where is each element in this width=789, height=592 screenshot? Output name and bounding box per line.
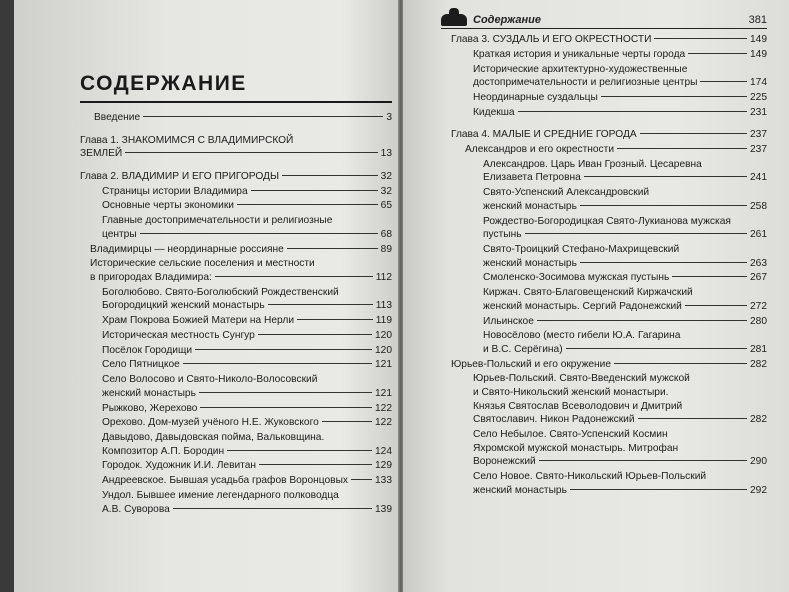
toc-entry-line [465,143,767,157]
leader-line [215,276,373,277]
toc-entry-line [80,147,392,161]
toc-entry [80,314,392,328]
toc-entry-line [102,402,392,416]
toc-page-number: 263 [750,257,767,269]
toc-entry [80,170,392,184]
toc-entry-text: Владимирцы — неординарные россияне [90,243,284,255]
toc-page-number: 133 [375,475,392,487]
toc-entry-text: Страницы истории Владимира [102,185,248,197]
toc-entry [80,373,392,400]
toc-page-number: 231 [750,106,767,118]
page-number: 381 [748,14,767,26]
leader-line [282,175,378,176]
toc-entry-line [483,271,767,285]
leader-line [227,450,372,451]
leader-line [351,479,372,480]
leader-line [287,248,378,249]
leader-line [672,276,747,277]
toc-entry-line [102,185,392,199]
toc-entry-line [473,48,767,62]
toc-entry-line [473,106,767,120]
toc-entry-line [451,358,767,372]
toc-list-right [451,33,767,497]
toc-entry-line [102,329,392,343]
toc-page-number: 149 [750,48,767,60]
toc-page-number: 68 [380,228,392,240]
toc-entry-text: Яхромской мужской монастырь. Митрофан [473,442,679,454]
toc-entry [451,372,767,426]
toc-entry [451,315,767,329]
leader-line [570,489,747,490]
toc-entry-text: Ильинское [483,315,534,327]
toc-entry-text: Александров и его окрестности [465,144,615,156]
toc-entry [80,111,392,125]
toc-entry [451,48,767,62]
left-page [14,0,400,592]
toc-entry [451,286,767,313]
toc-entry-line [483,171,767,185]
toc-entry-line [80,170,392,184]
toc-entry-line [102,344,392,358]
leader-line [638,418,747,419]
toc-entry-line [473,91,767,105]
toc-entry [80,431,392,458]
toc-entry-text: Давыдово, Давыдовская пойма, Вальковщина. [102,432,325,444]
leader-line [237,204,378,205]
toc-entry-line [90,243,392,257]
running-header-label: Содержание [473,14,541,26]
leader-line [537,320,747,321]
toc-page-number: 113 [375,300,392,312]
toc-entry-text: Село Небылое. Свято-Успенский Космин [473,429,668,441]
running-header [441,0,767,29]
toc-entry-text: в пригородах Владимира: [90,271,212,283]
toc-page-number: 122 [375,417,392,429]
toc-entry-text: Князья Святослав Всеволодович и Дмитрий [473,400,683,412]
toc-entry-text: Рождество-Богородицкая Свято-Лукианова мужская [483,215,731,227]
toc-page-number: 237 [750,129,767,141]
toc-entry [80,199,392,213]
toc-entry [80,416,392,430]
toc-entry [451,106,767,120]
leader-line [200,407,372,408]
header-ornament-icon [441,14,467,26]
leader-line [297,319,373,320]
toc-entry-line [102,416,392,430]
toc-entry-line [102,387,392,401]
toc-entry-text: Смоленско-Зосимова мужская пустынь [483,272,670,284]
leader-line [685,305,747,306]
toc-entry-text: Новосёлово (место гибели Ю.А. Гагарина [483,330,681,342]
toc-entry-text: Село Новое. Свято-Никольский Юрьев-Польский [473,471,707,482]
toc-entry [451,215,767,242]
toc-entry-text: женский монастырь [483,200,577,212]
toc-page-number: 258 [750,200,767,212]
leader-line [125,152,377,153]
toc-entry [80,214,392,241]
toc-entry [451,128,767,142]
toc-page-number: 139 [375,503,392,515]
toc-page-number: 241 [750,172,767,184]
leader-line [183,363,372,364]
toc-page-number: 237 [750,144,767,156]
toc-entry-text: Рыжково, Жерехово [102,402,198,414]
leader-line [617,148,747,149]
toc-entry-line [483,200,767,214]
toc-entry-text: Введение [94,112,141,123]
toc-entry [80,257,392,284]
leader-line [322,421,372,422]
toc-entry [80,286,392,313]
leader-line [195,349,372,350]
toc-entry-text: Посёлок Городищи [102,344,193,356]
toc-entry [451,271,767,285]
toc-page-number: 272 [750,300,767,312]
toc-entry [80,402,392,416]
toc-entry-text: Исторические архитектурно-художественные [473,63,688,75]
toc-page-number: 13 [380,148,392,160]
toc-page-number: 280 [750,315,767,327]
leader-line [259,464,372,465]
toc-entry [451,243,767,270]
toc-entry-text: и В.С. Серёгина) [483,343,563,355]
leader-line [518,111,747,112]
toc-entry-line [483,343,767,357]
leader-line [143,116,383,117]
leader-line [614,363,747,364]
toc-entry-line [102,358,392,372]
toc-entry-text: Историческая местность Сунгур [102,329,255,341]
toc-entry-text: Александров. Царь Иван Грозный. Цесаревна [483,158,702,170]
leader-line [580,205,747,206]
toc-entry [80,243,392,257]
toc-entry-text: женский монастырь. Сергий Радонежский [483,300,682,312]
toc-entry [451,158,767,185]
toc-entry-text: Исторические сельские поселения и местности [90,258,315,270]
leader-line [700,81,747,82]
toc-entry-text: Юрьев-Польский и его окружение [451,358,612,370]
toc-entry-text: и Свято-Никольский женский монастыри. [473,387,669,399]
toc-entry-text: женский монастырь [473,484,567,496]
leader-line [566,348,747,349]
toc-page-number: 129 [375,460,392,472]
right-page [403,0,789,592]
toc-page-number: 290 [750,456,767,468]
toc-entry [80,185,392,199]
leader-line [584,176,747,177]
toc-page-number: 32 [380,185,392,197]
toc-entry [80,329,392,343]
leader-line [140,233,378,234]
toc-entry-text: Орехово. Дом-музей учёного Н.Е. Жуковского [102,417,319,429]
toc-entry-line [451,128,767,142]
toc-entry-line [102,459,392,473]
toc-entry-text: Юрьев-Польский. Свято-Введенский мужской [473,373,690,385]
toc-entry-text: Село Пятницкое [102,359,180,371]
toc-page-number: 65 [380,200,392,212]
toc-page-number: 122 [375,402,392,414]
leader-line [580,262,747,263]
toc-entry-text: женский монастырь [483,257,577,269]
toc-entry-text: женский монастырь [102,387,196,399]
toc-page-number: 292 [750,484,767,496]
toc-entry-text: Глава 2. ВЛАДИМИР И ЕГО ПРИГОРОДЫ [80,170,279,182]
toc-entry [451,428,767,469]
toc-entry-text: А.В. Суворова [102,503,170,515]
toc-page-number: 32 [380,170,392,182]
toc-page-number: 282 [750,414,767,426]
toc-entry-text: достопримечательности и религиозные центры [473,77,698,89]
toc-entry-line [94,111,392,125]
toc-list-left [80,111,392,516]
toc-entry-text: Воронежский [473,456,536,468]
toc-entry-line [102,503,392,517]
toc-entry [451,186,767,213]
toc-title: СОДЕРЖАНИЕ [80,72,392,103]
toc-entry [80,134,392,161]
toc-page-number: 121 [375,359,392,371]
toc-entry-text: Свято-Троицкий Стефано-Махрищевский [483,244,680,255]
toc-entry-text: Боголюбово. Свято-Боголюбский Рождественский [102,286,339,298]
toc-page-number: 281 [750,343,767,355]
toc-page-number: 225 [750,91,767,103]
toc-entry-line [473,484,767,498]
toc-entry-text: ЗЕМЛЕЙ [80,148,123,160]
leader-line [251,190,378,191]
toc-entry [80,474,392,488]
toc-entry-line [102,299,392,313]
toc-entry [451,63,767,90]
toc-entry-text: Храм Покрова Божией Матери на Нерли [102,315,295,327]
toc-page-number: 261 [750,229,767,241]
leader-line [601,96,747,97]
toc-entry-text: Краткая история и уникальные черты города [473,48,686,60]
leader-line [525,233,747,234]
toc-entry [451,329,767,356]
toc-entry-text: Андреевское. Бывшая усадьба графов Воронцовых [102,475,348,487]
toc-entry-line [473,413,767,427]
toc-entry-line [102,199,392,213]
leader-line [199,392,372,393]
toc-page-number: 121 [375,387,392,399]
toc-page-number: 174 [750,77,767,89]
toc-entry-line [102,445,392,459]
toc-page-number: 267 [750,272,767,284]
leader-line [258,334,372,335]
toc-entry-text: Свято-Успенский Александровский [483,187,650,199]
toc-page-number: 119 [375,315,392,327]
toc-entry-text: Глава 3. СУЗДАЛЬ И ЕГО ОКРЕСТНОСТИ [451,34,652,45]
toc-entry-line [102,314,392,328]
toc-entry-line [473,76,767,90]
toc-entry-text: Основные черты экономики [102,200,234,212]
toc-entry [451,33,767,47]
toc-entry-text: Кидекша [473,106,515,118]
toc-entry [451,91,767,105]
toc-entry [451,143,767,157]
toc-page-number: 282 [750,358,767,370]
toc-entry-text: Святославич. Никон Радонежский [473,414,635,426]
toc-page-number: 3 [386,112,392,123]
toc-entry-line [473,455,767,469]
toc-entry-text: Главные достопримечательности и религиозные [102,215,333,227]
toc-entry-text: Глава 4. МАЛЫЕ И СРЕДНИЕ ГОРОДА [451,129,637,141]
toc-entry-text: Село Волосово и Свято-Николо-Волосовский [102,374,318,386]
toc-page-number: 149 [750,34,767,45]
toc-page-number: 120 [375,329,392,341]
leader-line [640,133,747,134]
toc-entry-text: Богородицкий женский монастырь [102,300,265,312]
toc-entry-text: Композитор А.П. Бородин [102,445,225,457]
leader-line [539,460,747,461]
toc-entry-text: Киржач. Свято-Благовещенский Киржачский [483,287,693,299]
toc-entry-line [102,228,392,242]
toc-entry [80,489,392,516]
toc-entry-text: пустынь [483,229,522,241]
toc-entry [451,358,767,372]
toc-entry-line [102,474,392,488]
toc-entry [80,344,392,358]
toc-entry-line [483,300,767,314]
toc-entry-text: Городок. Художник И.И. Левитан [102,460,257,472]
toc-entry-line [90,271,392,285]
leader-line [173,508,372,509]
toc-entry-line [483,257,767,271]
leader-line [654,38,747,39]
toc-entry-line [451,33,767,47]
toc-entry-text: центры [102,228,137,240]
toc-entry [451,470,767,497]
toc-page-number: 120 [375,344,392,356]
toc-entry-text: Елизавета Петровна [483,172,581,184]
toc-entry-text: Глава 1. ЗНАКОМИМСЯ С ВЛАДИМИРСКОЙ [80,134,294,146]
toc-entry [80,358,392,372]
leader-line [268,304,373,305]
toc-entry [80,459,392,473]
toc-entry-line [483,315,767,329]
toc-page-number: 124 [375,445,392,457]
toc-entry-text: Неординарные суздальцы [473,91,598,103]
toc-page-number: 112 [375,271,392,283]
toc-entry-text: Ундол. Бывшее имение легендарного полководца [102,490,339,502]
leader-line [688,53,747,54]
toc-page-number: 89 [380,243,392,255]
toc-entry-line [483,228,767,242]
